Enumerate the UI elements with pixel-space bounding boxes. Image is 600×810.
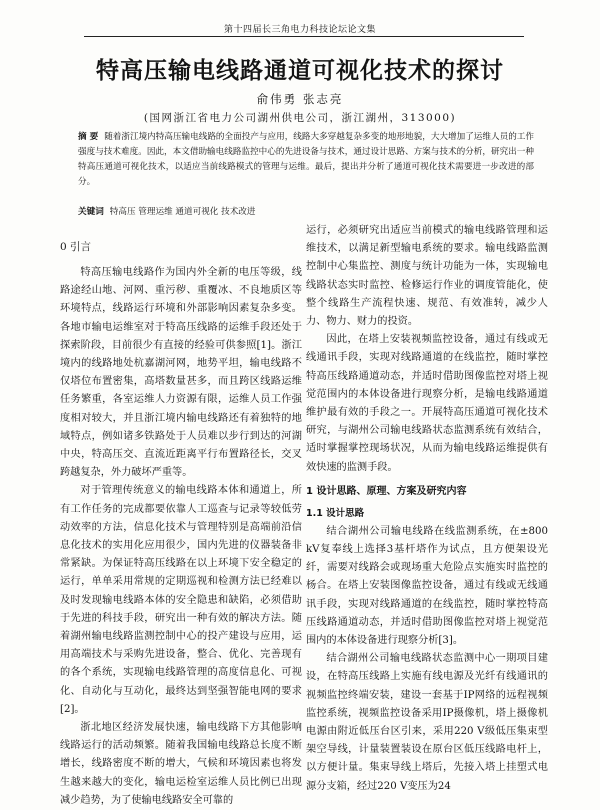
section-heading-intro: 0 引言 xyxy=(60,241,92,253)
keywords-text: 特高压 管理运维 通道可视化 技术改进 xyxy=(109,207,256,217)
abstract-label: 摘 要 xyxy=(78,132,99,142)
keywords-label: 关键词 xyxy=(78,207,104,217)
subsection-heading-1-1: 1.1 设计思路 xyxy=(306,507,365,519)
paragraph: 对于管理传统意义的输电线路本体和通道上，所有工作任务的完成都要依靠人工巡查与记录等较低劳动效率的方法，信息化技术与管理特别是高端前沿信息化技术的实用化应用很少，国内先进的仪器装备非常紧缺。为保证特高压线路在以上环境下安全稳定的运行，单单采用常规的定期巡视和检测方法已经难以及时发现输电线路本体的安全隐患和缺陷，必须借助于先进的科技手段，研究出一种有效的解决方法。随着湖州输电线路监测控制中心的投产建设与应用，运用高端技术与采购先进设备，整合、优化、完善现有的各个系统，实现输电线路管理的高度信息化、可视化、自动化与互动化，最终达到坚强智能电网的要求[2]。 xyxy=(60,485,302,715)
paragraph: 因此，在塔上安装视频监控设备，通过有线或无线通讯手段，实现对线路通道的在线监控，随时掌控特高压线路通道动态，并适时借助图像监控对塔上视觉范围内的本体设备进行现察分析，是输电线路通道维护最有效的手段之一。开展特高压通道可视化技术研究，与湖州公司输电线路状态监测系统有效结合，适时掌握掌控现场状况，从而为输电线路运维提供有效快速的监测手段。 xyxy=(306,334,548,473)
paper-title: 特高压输电线路通道可视化技术的探讨 xyxy=(96,58,504,84)
paragraph: 结合湖州公司输电线路状态监测中心一期项目建设，在特高压线路上实施有线电源及光纤有线通讯的视频监控终端安装，建设一套基于IP网络的远程视频监控系统，视频监控设备采用IP摄像机，塔上摄像机电源由附近低压台区引来，采用220 V级低压集束型架空导线，计量装置装设在原台区低压线路电杆上，以方便计量。集束导线上塔后，先接入塔上挂塑式电源分支箱，经过220 V变压为24 xyxy=(306,653,548,792)
abstract-text: 随着浙江境内特高压输电线路的全面投产与应用，线路大多穿越复杂多变的地形地貌，大大增加了运维人员的工作强度与技术难度。因此，本文借助输电线路监控中心的先进设备与技术，通过设计思路、方案与技术的分析，研究出一种特高压通道可视化技术，以适应当前线路模式的管理与运维。最后，提出并分析了通道可视化技术需要进一步改进的部分。 xyxy=(78,132,534,187)
header-rule xyxy=(84,36,524,37)
paragraph: 运行，必须研究出适应当前模式的输电线路管理和运维技术，以满足新型输电系统的要求。输电线路监测控制中心集监控、测度与统计功能为一体，实现输电线路状态实时监控、检修运行作业的调度管能化，使整个线路生产流程快速、规范、有效准转，减少人力、物力、财力的投资。 xyxy=(306,225,548,328)
running-header: 第十四届长三角电力科技论坛论文集 xyxy=(223,25,376,35)
left-column xyxy=(60,238,302,810)
affiliation: (国网浙江省电力公司湖州供电公司，浙江湖州，313000) xyxy=(143,112,457,124)
right-column xyxy=(306,222,548,796)
abstract xyxy=(78,130,534,190)
keywords xyxy=(78,205,534,220)
paragraph: 结合湖州公司输电线路在线监测系统，在±800 kV复奉线上选择3基杆塔作为试点，且方便架设光纤，需要对线路会或现场重大危险点实施实时监控的杨合。在塔上安装图像监控设备，通过有线或无线通讯手段，实现对线路通道的在线监控，随时掌控特高压线路通道动态，并适时借助图像监控对塔上视觉范围内的本体设备进行现察分析[3]。 xyxy=(306,525,548,647)
paragraph: 特高压输电线路作为国内外全新的电压等级，线路途经山地、河网、重污秽、重覆冰、不良地质区等环境特点，线路运行环境和外部影响因素复杂多变。各地市输电运维室对于特高压线路的运维手段还处于探索阶段，目前很少有直接的经验可供参照[1]。浙江境内的线路地处杭嘉湖河网，地势平坦，输电线路不仅塔位布置密集，高塔数量甚多，而且跨区线路运维任务繁重，各室运维人力资源有限，运维人员工作强度相对较大，并且浙江境内输电线路还有着独特的地域特点，例如诸多铁路处于人员难以步行到达的河湖中央，特高压交、直流近距离平行布置路径长，交叉跨越复杂，外力破坏严重等。 xyxy=(60,267,302,479)
paragraph: 浙北地区经济发展快速，输电线路下方其他影响线路运行的活动频繁。随着我国输电线路总长度不断增长，线路密度不断的增大，气候和环境因素也将发生越来越大的变化，输电运检室运维人员比例已出现减少趋势，为了使输电线路安全可靠的 xyxy=(60,722,302,806)
section-heading-1: 1 设计思路、原理、方案及研究内容 xyxy=(306,485,467,497)
authors: 俞伟勇 张志亮 xyxy=(256,92,344,106)
